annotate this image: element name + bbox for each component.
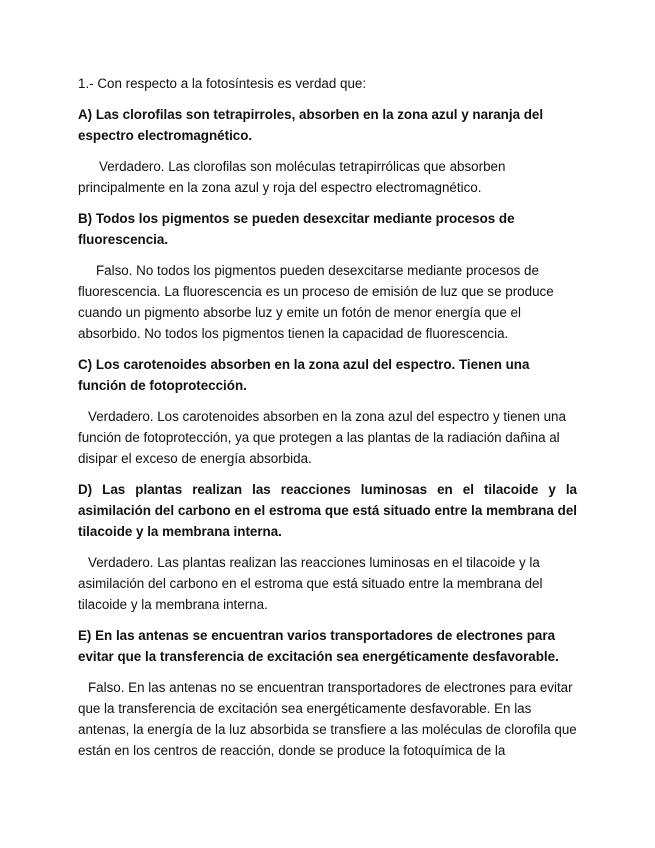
- option-c-answer: Verdadero. Los carotenoides absorben en la zona azul del espectro y tienen una función de fotoprotección, ya que protegen a las plantas de la radiación dañina al disipar el exceso de energía absorbida.: [78, 409, 566, 466]
- option-d-statement: D) Las plantas realizan las reacciones luminosas en el tilacoide y la asimilación del carbono en el estroma que está situado entre la membrana del tilacoide y la membrana interna.: [78, 482, 577, 539]
- option-a-statement: A) Las clorofilas son tetrapirroles, absorben en la zona azul y naranja del espectro electromagnético.: [78, 107, 544, 143]
- option-b-answer: Falso. No todos los pigmentos pueden desexcitarse mediante procesos de fluorescencia. La fluorescencia es un proceso de emisión de luz que se produce cuando un pigmento absorbe luz y emite un fotón de menor energía que el absorbido. No todos los pigmentos tienen la capacidad de fluorescencia.: [78, 263, 554, 341]
- question-title: 1.- Con respecto a la fotosíntesis es verdad que:: [78, 76, 367, 91]
- option-d-answer: Verdadero. Las plantas realizan las reacciones luminosas en el tilacoide y la asimilación del carbono en el estroma que está situado entre la membrana del tilacoide y la membrana interna.: [78, 555, 543, 612]
- option-a-answer: Verdadero. Las clorofilas son moléculas tetrapirrólicas que absorben principalmente en la zona azul y roja del espectro electromagnético.: [78, 159, 506, 195]
- option-e-answer: Falso. En las antenas no se encuentran transportadores de electrones para evitar que la transferencia de excitación sea energéticamente desfavorable. En las antenas, la energía de la luz absorbida se transfiere a las moléculas de clorofila que están en los centros de reacción, donde se produce la fotoquímica de la: [78, 680, 577, 758]
- option-c-statement: C) Los carotenoides absorben en la zona azul del espectro. Tienen una función de fotoprotección.: [78, 357, 530, 393]
- option-e-statement: E) En las antenas se encuentran varios transportadores de electrones para evitar que la transferencia de excitación sea energéticamente desfavorable.: [78, 628, 559, 664]
- option-b-statement: B) Todos los pigmentos se pueden desexcitar mediante procesos de fluorescencia.: [78, 211, 515, 247]
